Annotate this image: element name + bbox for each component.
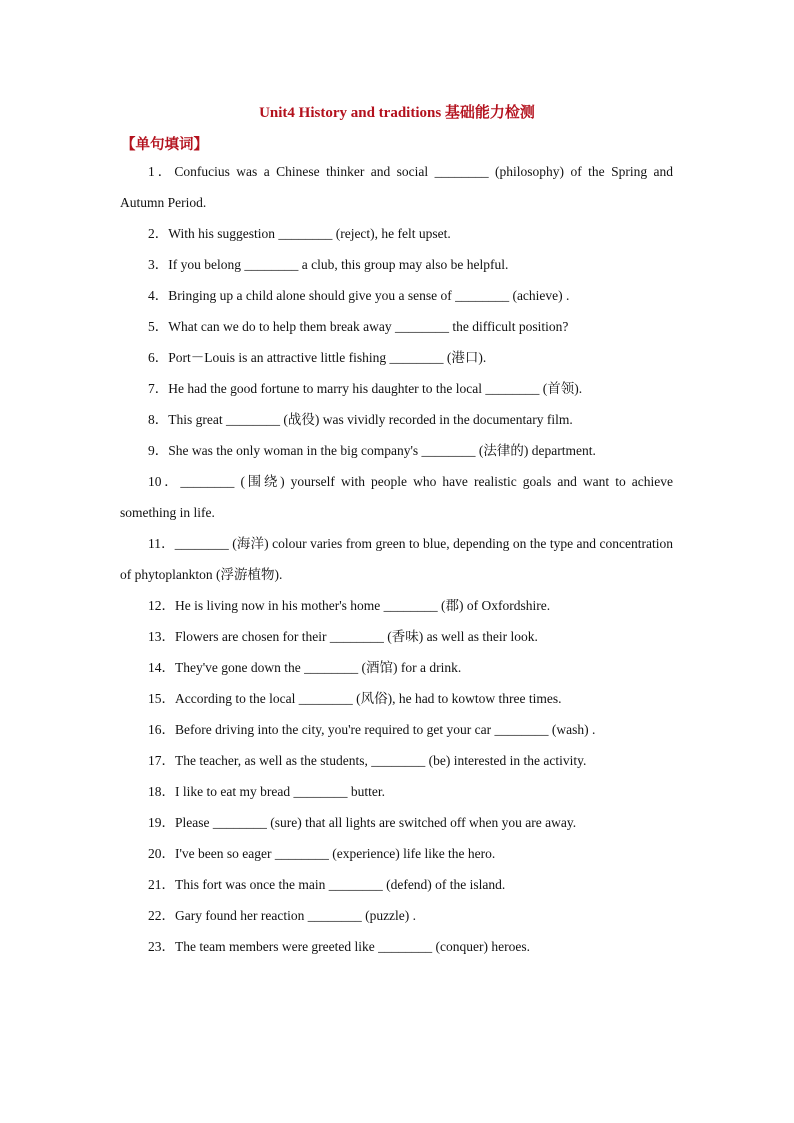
- question-text: He is living now in his mother's home ________ (郡) of Oxfordshire.: [175, 598, 551, 613]
- question-text: Gary found her reaction ________ (puzzle) .: [175, 908, 417, 923]
- question-text: What can we do to help them break away ________ the difficult position?: [168, 319, 569, 334]
- question-text: This fort was once the main ________ (defend) of the island.: [175, 877, 506, 892]
- question-number: 19．: [148, 815, 175, 830]
- question-number: 10．: [148, 474, 181, 489]
- question-item: [120, 807, 673, 838]
- question-number: 15．: [148, 691, 175, 706]
- question-text: ________ (海洋) colour varies from green to blue, depending on the type and concentration of phytoplankton (浮游植物).: [120, 536, 674, 582]
- question-number: 2．: [148, 226, 169, 241]
- question-text: Before driving into the city, you're required to get your car ________ (wash) .: [175, 722, 596, 737]
- question-number: 21．: [148, 877, 175, 892]
- question-number: 3．: [148, 257, 169, 272]
- question-text: Flowers are chosen for their ________ (香味) as well as their look.: [175, 629, 538, 644]
- question-item: [120, 435, 673, 466]
- question-number: 22．: [148, 908, 175, 923]
- question-item: [120, 466, 673, 528]
- question-item: [120, 900, 673, 931]
- question-item: [120, 714, 673, 745]
- question-text: According to the local ________ (风俗), he had to kowtow three times.: [175, 691, 562, 706]
- question-text: Bringing up a child alone should give you a sense of ________ (achieve) .: [168, 288, 570, 303]
- question-text: I like to eat my bread ________ butter.: [175, 784, 385, 799]
- question-number: 17．: [148, 753, 175, 768]
- question-text: Please ________ (sure) that all lights are switched off when you are away.: [175, 815, 577, 830]
- question-number: 14．: [148, 660, 175, 675]
- question-number: 12．: [148, 598, 175, 613]
- question-text: ________ (围绕) yourself with people who have realistic goals and want to achieve something in life.: [120, 474, 674, 520]
- question-item: [120, 838, 673, 869]
- page-title: Unit4 History and traditions 基础能力检测: [259, 105, 535, 121]
- question-number: 16．: [148, 722, 175, 737]
- question-item: [120, 373, 673, 404]
- question-item: [120, 404, 673, 435]
- question-item: [120, 652, 673, 683]
- question-text: The teacher, as well as the students, ________ (be) interested in the activity.: [175, 753, 587, 768]
- question-item: [120, 590, 673, 621]
- question-text: They've gone down the ________ (酒馆) for a drink.: [175, 660, 462, 675]
- question-item: [120, 683, 673, 714]
- question-number: 11．: [148, 536, 175, 551]
- question-item: [120, 249, 673, 280]
- question-item: [120, 931, 673, 962]
- question-text: She was the only woman in the big company's ________ (法律的) department.: [168, 443, 596, 458]
- question-item: [120, 745, 673, 776]
- question-text: He had the good fortune to marry his daughter to the local ________ (首领).: [168, 381, 583, 396]
- question-list: [120, 156, 673, 962]
- question-text: If you belong ________ a club, this group may also be helpful.: [168, 257, 509, 272]
- question-item: [120, 218, 673, 249]
- question-item: [120, 156, 673, 218]
- question-text: Confucius was a Chinese thinker and social ________ (philosophy) of the Spring and Autumn Period.: [120, 164, 673, 210]
- question-item: [120, 342, 673, 373]
- question-number: 23．: [148, 939, 175, 954]
- question-text: I've been so eager ________ (experience) life like the hero.: [175, 846, 496, 861]
- question-item: [120, 311, 673, 342]
- question-text: The team members were greeted like ________ (conquer) heroes.: [175, 939, 530, 954]
- section-heading: 【单句填词】: [121, 137, 208, 153]
- question-number: 9．: [148, 443, 169, 458]
- question-text: Port－Louis is an attractive little fishing ________ (港口).: [168, 350, 487, 365]
- question-item: [120, 621, 673, 652]
- question-text: This great ________ (战役) was vividly recorded in the documentary film.: [168, 412, 573, 427]
- question-text: With his suggestion ________ (reject), he felt upset.: [168, 226, 451, 241]
- question-number: 13．: [148, 629, 175, 644]
- question-number: 7．: [148, 381, 169, 396]
- question-number: 1．: [148, 164, 175, 179]
- question-number: 20．: [148, 846, 175, 861]
- question-item: [120, 280, 673, 311]
- question-item: [120, 528, 673, 590]
- question-number: 8．: [148, 412, 169, 427]
- question-item: [120, 869, 673, 900]
- question-number: 4．: [148, 288, 169, 303]
- question-number: 5．: [148, 319, 169, 334]
- question-item: [120, 776, 673, 807]
- question-number: 18．: [148, 784, 175, 799]
- question-number: 6．: [148, 350, 169, 365]
